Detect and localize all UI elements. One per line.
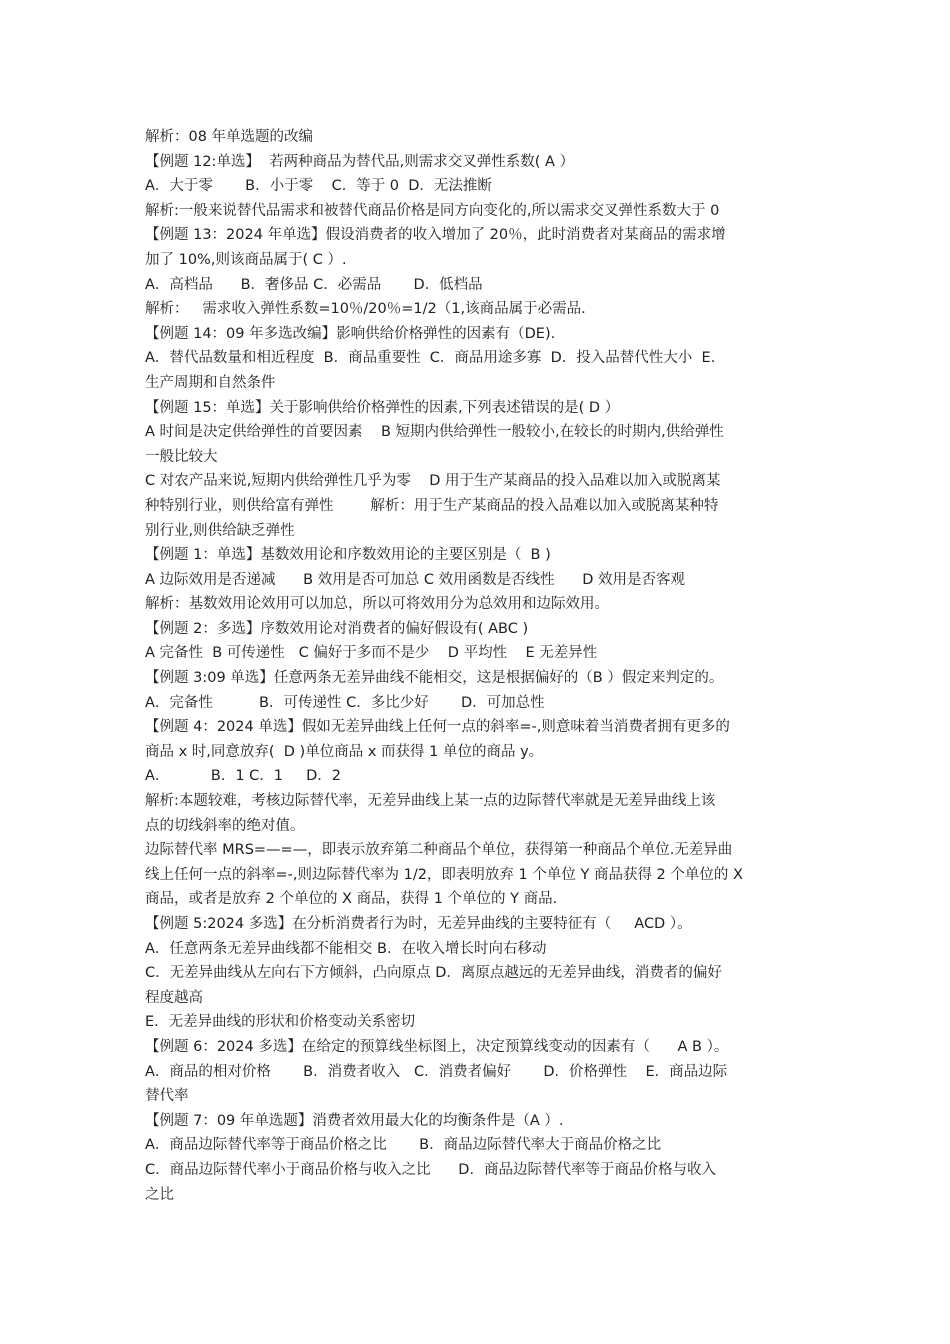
text-line: 【例题 12:单选】 若两种商品为替代品,则需求交叉弹性系数( A ）: [145, 153, 575, 170]
text-line: 【例题 7：09 年单选题】消费者效用最大化的均衡条件是（A ）.: [145, 1112, 564, 1129]
text-line: E．无差异曲线的形状和价格变动关系密切: [145, 1014, 416, 1031]
text-line: 生产周期和自然条件: [145, 374, 276, 391]
text-line: 【例题 14：09 年多选改编】影响供给价格弹性的因素有（DE).: [145, 325, 556, 342]
text-line: 解析：08 年单选题的改编: [145, 129, 314, 145]
text-line: 加了 10%,则该商品属于( C ）.: [145, 251, 347, 268]
text-line: A 时间是决定供给弹性的首要因素 B 短期内供给弹性一般较小,在较长的时期内,供给弹性: [145, 424, 724, 441]
text-line: C．无差异曲线从左向右下方倾斜，凸向原点 D．离原点越远的无差异曲线，消费者的偏好: [145, 965, 722, 982]
text-line: 边际替代率 MRS=—=—，即表示放弃第二种商品个单位，获得第一种商品个单位.无差异曲: [145, 842, 733, 859]
text-line: A．任意两条无差异曲线都不能相交 B．在收入增长时向右移动: [145, 940, 547, 957]
text-line: 解析:本题较难，考核边际替代率，无差异曲线上某一点的边际替代率就是无差异曲线上该: [145, 793, 716, 810]
text-line: 【例题 4：2024 单选】假如无差异曲线上任何一点的斜率=-,则意味着当消费者拥有更多的: [145, 719, 730, 736]
text-line: 解析：基数效用论效用可以加总，所以可将效用分为总效用和边际效用。: [145, 596, 609, 613]
text-line: 【例题 1：单选】基数效用论和序数效用论的主要区别是（ B ): [145, 547, 551, 564]
text-line: 程度越高: [145, 989, 203, 1006]
text-line: 【例题 3:09 单选】任意两条无差异曲线不能相交，这是根据偏好的（B ）假定来判定的。: [145, 670, 724, 687]
text-line: A．替代品数量和相近程度 B．商品重要性 C．商品用途多寡 D．投入品替代性大小 E．: [145, 350, 726, 367]
text-line: 之比: [145, 1186, 174, 1203]
text-line: A．高档品 B．奢侈品 C．必需品 D．低档品: [145, 276, 483, 293]
text-line: 解析： 需求收入弹性系数=10％/20％=1/2（1,该商品属于必需品.: [145, 301, 586, 318]
text-line: 商品 x 时,同意放弃( D )单位商品 x 而获得 1 单位的商品 y。: [145, 743, 544, 760]
text-line: 点的切线斜率的绝对值。: [145, 817, 305, 834]
text-line: 一般比较大: [145, 448, 218, 465]
text-line: 解析:一般来说替代品需求和被替代商品价格是同方向变化的,所以需求交叉弹性系数大于 0: [145, 202, 720, 219]
text-line: 线上任何一点的斜率=-,则边际替代率为 1/2，即表明放弃 1 个单位 Y 商品获得 2 个单位的 X: [145, 866, 743, 883]
document-body: [145, 125, 810, 1207]
text-line: C 对农产品来说,短期内供给弹性几乎为零 D 用于生产某商品的投入品难以加入或脱离某: [145, 473, 721, 490]
text-line: A．大于零 B．小于零 C．等于 0 D．无法推断: [145, 178, 492, 195]
text-line: 【例题 15：单选】关于影响供给价格弹性的因素,下列表述错误的是( D ）: [145, 399, 620, 416]
text-line: A． B．1 C．1 D．2: [145, 768, 341, 785]
text-line: 【例题 2：多选】序数效用论对消费者的偏好假设有( ABC ): [145, 620, 529, 637]
text-line: A 完备性 B 可传递性 C 偏好于多而不是少 D 平均性 E 无差异性: [145, 645, 598, 662]
text-line: 别行业,则供给缺乏弹性: [145, 522, 295, 539]
text-line: A．商品边际替代率等于商品价格之比 B．商品边际替代率大于商品价格之比: [145, 1137, 662, 1154]
text-line: 商品，或者是放弃 2 个单位的 X 商品，获得 1 个单位的 Y 商品.: [145, 891, 558, 908]
text-line: C．商品边际替代率小于商品价格与收入之比 D．商品边际替代率等于商品价格与收入: [145, 1161, 716, 1178]
text-line: 【例题 13：2024 年单选】假设消费者的收入增加了 20％，此时消费者对某商品的需求增: [145, 227, 726, 244]
text-line: 【例题 6：2024 多选】在给定的预算线坐标图上，决定预算线变动的因素有（ A B ）。: [145, 1038, 729, 1055]
text-line: A．商品的相对价格 B．消费者收入 C．消费者偏好 D．价格弹性 E．商品边际: [145, 1063, 728, 1080]
text-line: 替代率: [145, 1088, 189, 1105]
text-line: 【例题 5:2024 多选】在分析消费者行为时，无差异曲线的主要特征有（ ACD ）。: [145, 916, 692, 932]
text-line: A 边际效用是否递减 B 效用是否可加总 C 效用函数是否线性 D 效用是否客观: [145, 571, 686, 588]
text-line: A．完备性 B．可传递性 C．多比少好 D．可加总性: [145, 694, 545, 711]
text-line: 种特别行业，则供给富有弹性 解析：用于生产某商品的投入品难以加入或脱离某种特: [145, 497, 719, 514]
